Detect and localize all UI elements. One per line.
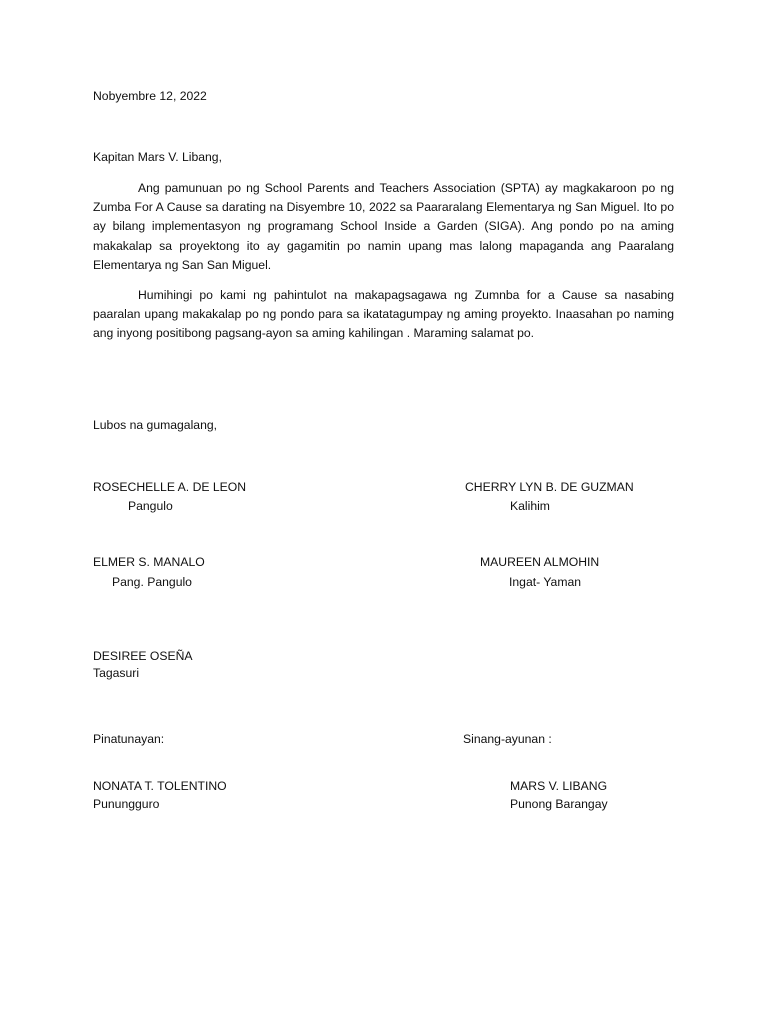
approved-label: Sinang-ayunan : (463, 732, 552, 746)
signatory-name-vice-president: ELMER S. MANALO (93, 555, 205, 569)
signatory-name-secretary: CHERRY LYN B. DE GUZMAN (465, 480, 634, 494)
body-paragraph-1: Ang pamunuan po ng School Parents and Teachers Association (SPTA) ay magkakaroon po ng Zumba For A Cause sa darating na Disyembre 10, 2022 sa Paararalang Elementarya ng San Miguel. Ito po ay bilang implementasyon ng programang School Inside a Garden (SIGA). Ang pondo po na aming makakalap sa proyektong ito ay gagamitin po namin upang mas lalong mapaganda ang Paaralang Elementarya ng San San Miguel. (93, 181, 674, 272)
signatory-name-president: ROSECHELLE A. DE LEON (93, 480, 247, 494)
letter-salutation: Kapitan Mars V. Libang, (93, 150, 222, 164)
signatory-title-vice-president: Pang. Pangulo (112, 575, 192, 589)
signatory-title-secretary: Kalihim (510, 499, 550, 513)
verified-label: Pinatunayan: (93, 732, 165, 746)
signatory-name-treasurer: MAUREEN ALMOHIN (480, 555, 600, 569)
letter-closing: Lubos na gumagalang, (93, 418, 218, 432)
signatory-title-president: Pangulo (128, 499, 173, 513)
barangay-captain-title: Punong Barangay (510, 797, 608, 811)
principal-title: Punungguro (93, 797, 160, 811)
signatory-name-auditor: DESIREE OSEÑA (93, 649, 193, 663)
barangay-captain-name: MARS V. LIBANG (510, 779, 608, 793)
letter-date: Nobyembre 12, 2022 (93, 89, 207, 103)
signatory-title-auditor: Tagasuri (93, 666, 140, 680)
body-paragraph-2: Humihingi po kami ng pahintulot na makapagsagawa ng Zumnba for a Cause sa nasabing paaralan upang makakalap po ng pondo para sa ikatatagumpay ng aming proyekto. Inaasahan po naming ang inyong positibong pagsang-ayon sa aming kahilingan . Maraming salamat po. (93, 288, 674, 341)
signatory-title-treasurer: Ingat- Yaman (509, 575, 582, 589)
principal-name: NONATA T. TOLENTINO (93, 779, 227, 793)
